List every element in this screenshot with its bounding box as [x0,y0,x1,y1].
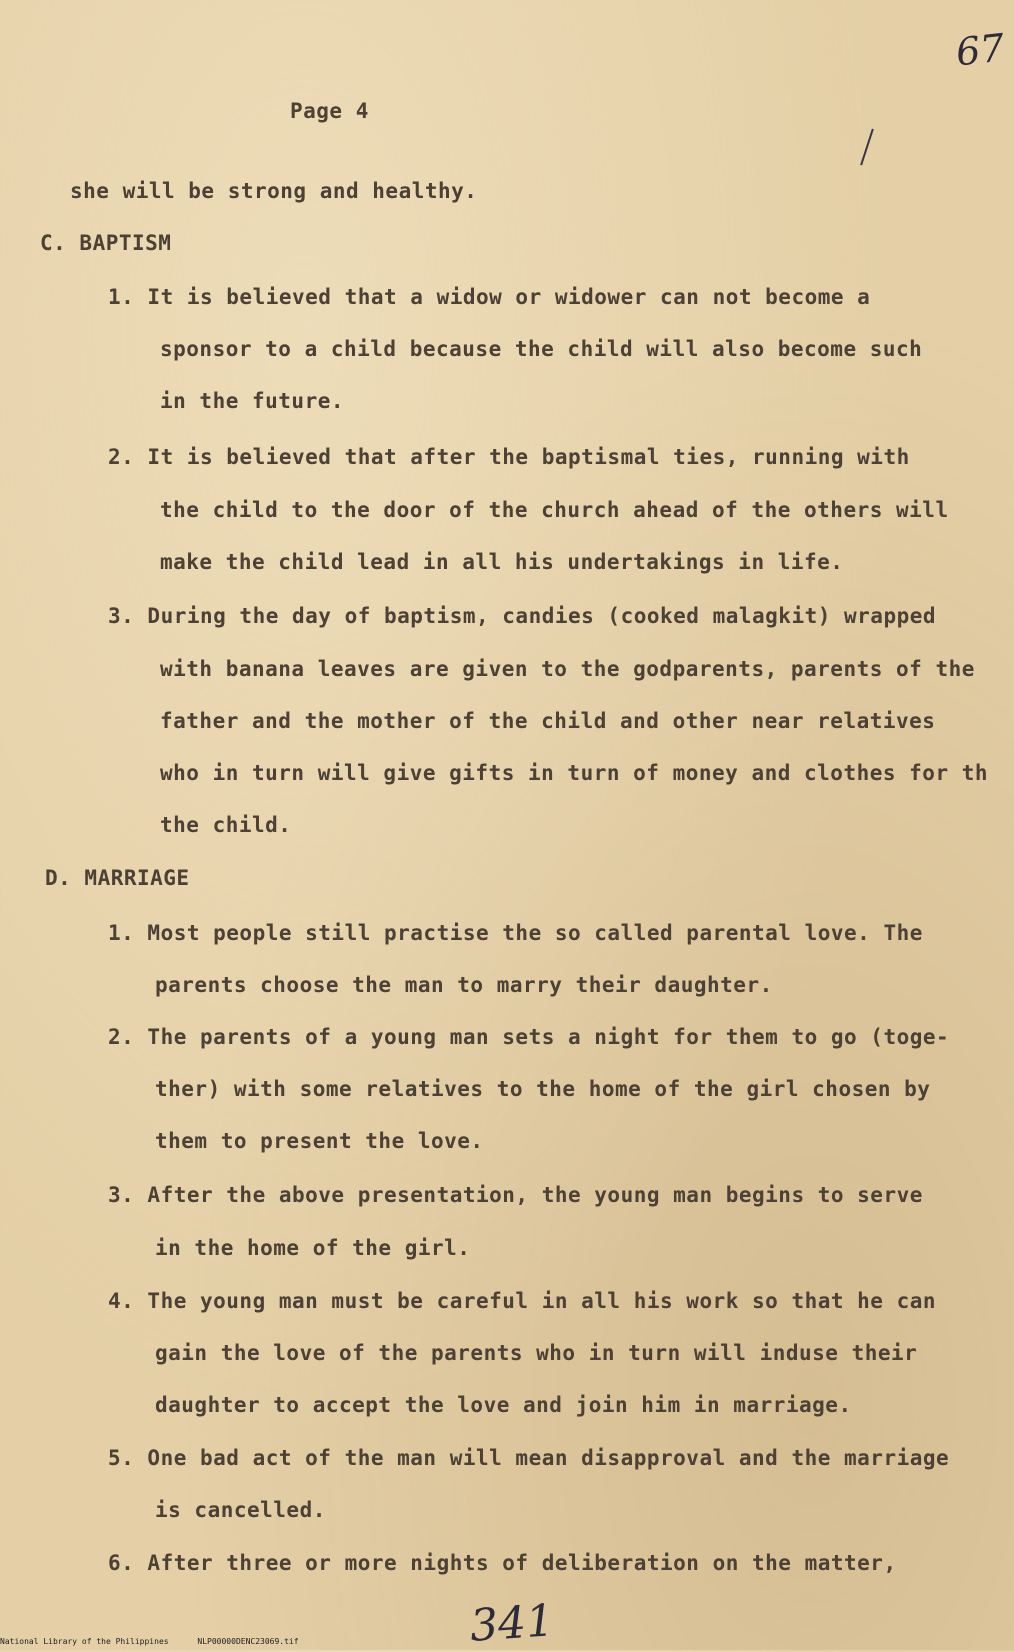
text-line: with banana leaves are given to the godparents, parents of the [160,657,975,681]
text-line: parents choose the man to marry their daughter. [155,973,773,997]
text-line: daughter to accept the love and join him in marriage. [155,1393,852,1417]
text-line: make the child lead in all his undertakings in life. [160,550,844,574]
text-line: 6. After three or more nights of deliberation on the matter, [108,1551,897,1575]
text-line: in the future. [160,389,345,413]
text-line: 4. The young man must be careful in all his work so that he can [108,1289,937,1313]
section-heading-marriage: D. MARRIAGE [45,866,190,890]
text-line: them to present the love. [155,1129,484,1153]
text-line: who in turn will give gifts in turn of money and clothes for th [160,761,989,785]
pencil-mark [860,129,874,166]
text-line: sponsor to a child because the child will also become such [160,337,923,361]
text-line: 1. Most people still practise the so called parental love. The [108,921,923,945]
page-label: Page 4 [290,99,369,123]
text-line: father and the mother of the child and other near relatives [160,709,936,733]
text-line: in the home of the girl. [155,1236,471,1260]
text-line: 1. It is believed that a widow or widower can not become a [108,285,871,309]
text-line: the child to the door of the church ahead of the others will [160,498,949,522]
text-line: is cancelled. [155,1498,326,1522]
section-heading-baptism: C. BAPTISM [40,231,172,255]
text-line: 3. After the above presentation, the young man begins to serve [108,1183,923,1207]
text-line: she will be strong and healthy. [70,179,478,203]
text-line: 5. One bad act of the man will mean disapproval and the marriage [108,1446,950,1470]
text-line: 2. It is believed that after the baptismal ties, running with [108,445,910,469]
scan-footer [0,1637,323,1646]
text-line: ther) with some relatives to the home of the girl chosen by [155,1077,931,1101]
footer-institution: National Library of the Philippines [0,1637,169,1646]
handwritten-folio-number: 341 [468,1595,556,1652]
text-line: gain the love of the parents who in turn will induse their [155,1341,918,1365]
text-line: the child. [160,813,292,837]
footer-file-name: NLP00000DENC23069.tif [197,1637,299,1646]
text-line: 3. During the day of baptism, candies (cooked malagkit) wrapped [108,604,937,628]
handwritten-page-number: 67 [953,25,1007,75]
text-line: 2. The parents of a young man sets a night for them to go (toge- [108,1025,950,1049]
